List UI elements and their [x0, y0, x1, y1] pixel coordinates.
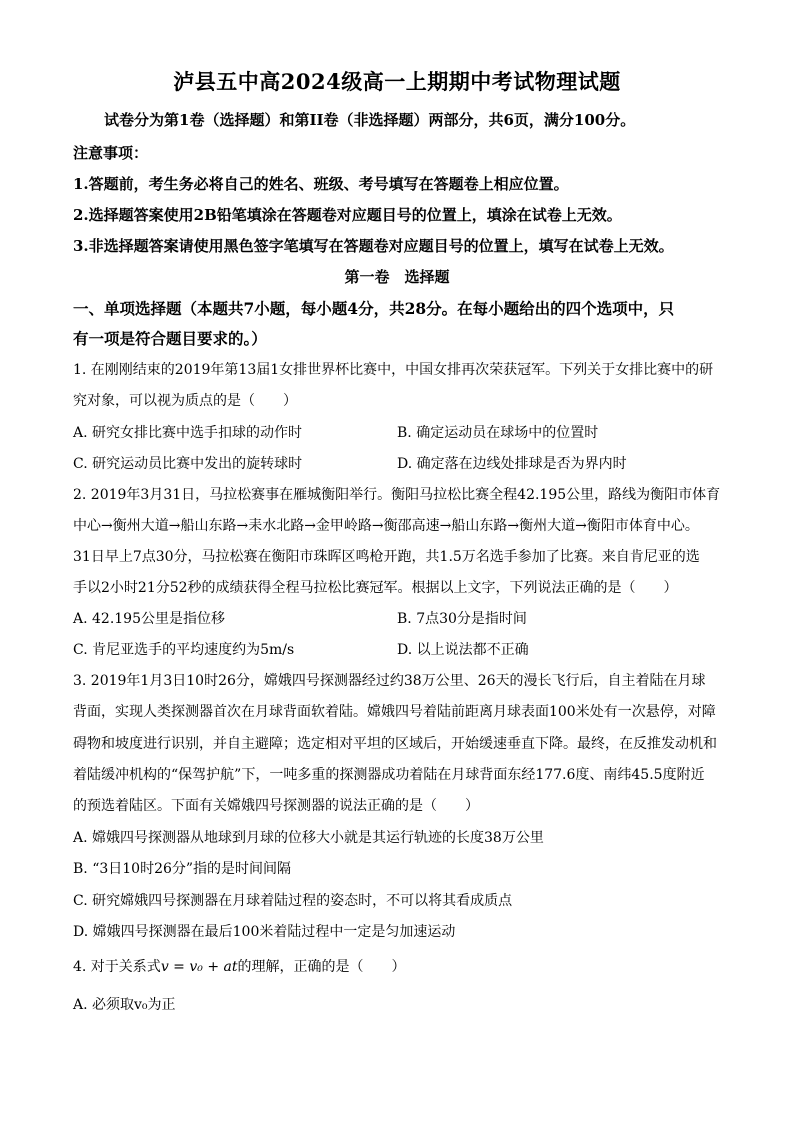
q2-option-b: B. 7点30分是指时间 [397, 611, 527, 627]
section-heading-line2: 有一项是符合题目要求的。） [73, 329, 267, 348]
q2-stem-line3: 31日早上7点30分，马拉松赛在衡阳市珠晖区鸣枪开跑，共1.5万名选手参加了比赛。来自肯尼亚的选 [73, 549, 700, 565]
q3-option-c: C. 研究嫦娥四号探测器在月球着陆过程的姿态时，不可以将其看成质点 [73, 893, 513, 909]
q2-option-a: A. 42.195公里是指位移 [73, 611, 225, 627]
q1-stem-line1: 1. 在刚刚结束的2019年第13届1女排世界杯比赛中，中国女排再次荣获冠军。下列关于女排比赛中的研 [73, 362, 714, 378]
q3-stem-line1: 3. 2019年1月3日10时26分，嫦娥四号探测器经过约38万公里、26天的漫长飞行后，自主着陆在月球 [73, 673, 706, 689]
notice-1: 1.答题前，考生务必将自己的姓名、班级、考号填写在答题卷上相应位置。 [73, 175, 569, 193]
q3-stem-line3: 碍物和坡度进行识别，并自主避障；选定相对平坦的区域后，开始缓速垂直下降。最终，在反推发动机和 [73, 736, 717, 752]
part-title: 第一卷 选择题 [344, 268, 450, 286]
q4-stem-prefix: 4. 对于关系式 [73, 959, 161, 975]
q1-option-c: C. 研究运动员比赛中发出的旋转球时 [73, 456, 303, 472]
q3-option-d: D. 嫦娥四号探测器在最后100米着陆过程中一定是匀加速运动 [73, 924, 456, 940]
q2-stem-line1: 2. 2019年3月31日，马拉松赛事在雁城衡阳举行。衡阳马拉松比赛全程42.195公里，路线为衡阳市体育 [73, 487, 721, 503]
q4-formula: v = v₀ + at [160, 959, 238, 975]
q3-stem-line4: 着陆缓冲机构的“保驾护航”下，一吨多重的探测器成功着陆在月球背面东经177.6度、南纬45.5度附近 [73, 767, 705, 783]
notice-2: 2.选择题答案使用2B铅笔填涂在答题卷对应题目号的位置上，填涂在试卷上无效。 [73, 206, 622, 224]
q1-option-d: D. 确定落在边线处排球是否为界内时 [397, 456, 627, 472]
q2-option-d: D. 以上说法都不正确 [397, 642, 529, 658]
notice-heading: 注意事项： [73, 144, 149, 162]
q2-stem-line2: 中心→衡州大道→船山东路→耒水北路→金甲岭路→衡邵高速→船山东路→衡州大道→衡阳市体育中心。 [73, 518, 699, 534]
q3-option-b: B. “3日10时26分”指的是时间间隔 [73, 861, 292, 877]
q1-option-b: B. 确定运动员在球场中的位置时 [397, 425, 599, 441]
q2-option-c: C. 肯尼亚选手的平均速度约为5m/s [73, 642, 295, 658]
q3-stem-line5: 的预选着陆区。下面有关嫦娥四号探测器的说法正确的是（ ） [73, 798, 479, 814]
q4-option-a: A. 必须取v₀为正 [73, 997, 176, 1013]
q3-option-a: A. 嫦娥四号探测器从地球到月球的位移大小就是其运行轨迹的长度38万公里 [73, 830, 544, 846]
page-title: 泸县五中高2024级高一上期期中考试物理试题 [173, 69, 621, 94]
q4-stem-suffix: 的理解，正确的是（ ） [237, 959, 406, 975]
q2-stem-line4: 手以2小时21分52秒的成绩获得全程马拉松比赛冠军。根据以上文字，下列说法正确的是（ ） [73, 580, 678, 596]
exam-intro: 试卷分为第1卷（选择题）和第II卷（非选择题）两部分，共6页，满分100分。 [104, 111, 636, 129]
q1-stem-line2: 究对象，可以视为质点的是（ ） [73, 393, 297, 409]
notice-3: 3.非选择题答案请使用黑色签字笔填写在答题卷对应题目号的位置上，填写在试卷上无效。 [73, 237, 674, 255]
q3-stem-line2: 背面，实现人类探测器首次在月球背面软着陆。嫦娥四号着陆前距离月球表面100米处有一次悬停，对障 [73, 704, 716, 720]
section-heading-line1: 一、单项选择题（本题共7小题，每小题4分，共28分。在每小题给出的四个选项中，只 [73, 299, 675, 318]
q1-option-a: A. 研究女排比赛中选手扣球的动作时 [73, 425, 303, 441]
q4-stem [73, 956, 723, 976]
